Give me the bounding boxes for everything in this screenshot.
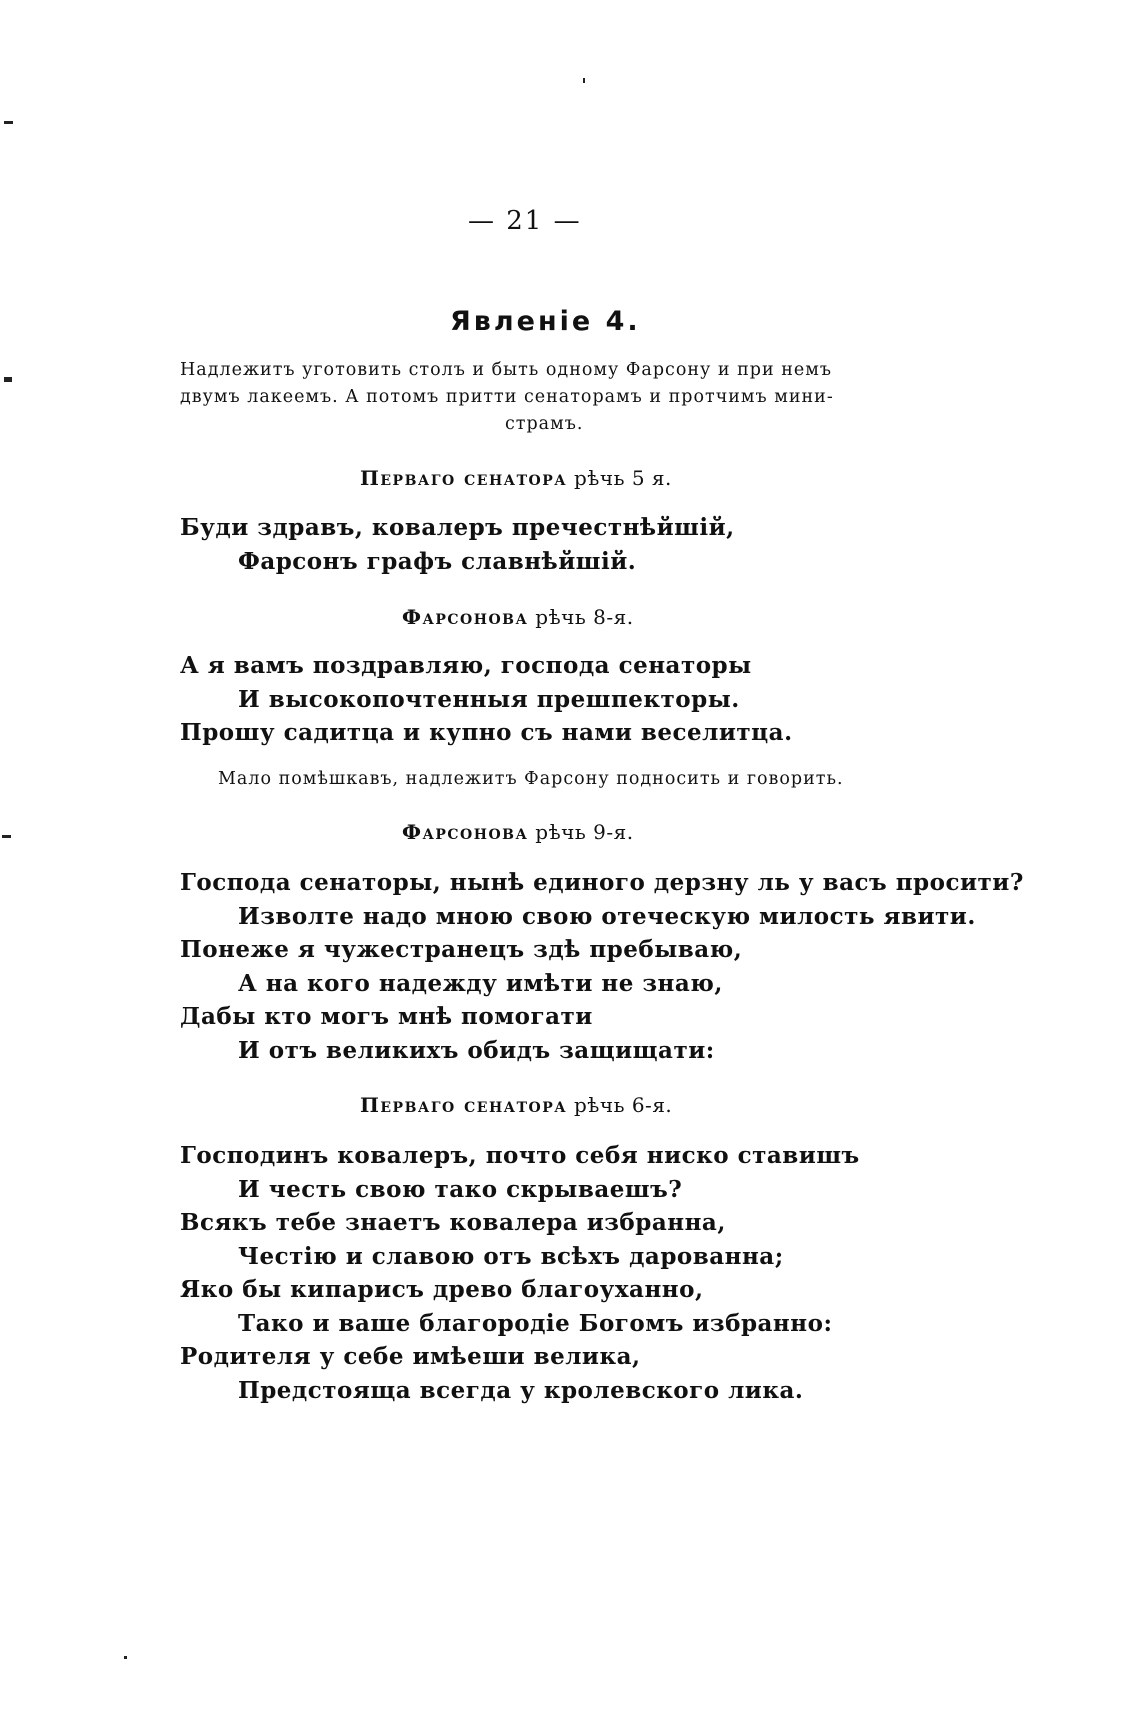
verse-line: Тако и ваше благородiе Богомъ избранно:	[238, 1310, 833, 1337]
verse-line: Всякъ тебе знаетъ ковалера избранна,	[180, 1209, 726, 1236]
verse-line: Изволте надо мною свою отеческую милость явити.	[238, 903, 976, 930]
verse-line: И высокопочтенныя прешпекторы.	[238, 686, 740, 713]
verse-line: Родителя у себе имѣеши велика,	[180, 1343, 641, 1370]
verse-line: Яко бы кипарисъ древо благоуханно,	[180, 1276, 704, 1303]
verse-line: Буди здравъ, ковалеръ пречестнѣйшiй,	[180, 514, 735, 541]
verse-line: Прошу садитца и купно съ нами веселитца.	[180, 719, 793, 746]
margin-mark	[124, 1656, 127, 1659]
margin-mark	[583, 78, 585, 83]
margin-mark	[4, 121, 13, 124]
speaker-name: Перваго сенатора	[360, 1093, 568, 1117]
verse-line: Понеже я чужестранецъ здѣ пребываю,	[180, 936, 743, 963]
speaker-heading	[360, 468, 672, 488]
stage-direction-line: двумъ лакеемъ. А потомъ притти сенаторамъ и протчимъ мини-	[180, 387, 834, 407]
verse-line: И честь свою тако скрываешъ?	[238, 1176, 683, 1203]
speech-number: рѣчь 6-я.	[574, 1093, 673, 1117]
stage-direction-line: Надлежитъ уготовить столъ и быть одному Фарсону и при немъ	[180, 360, 832, 380]
verse-line: А на кого надежду имѣти не знаю,	[238, 970, 723, 997]
verse-line: Фарсонъ графъ славнѣйшiй.	[238, 548, 637, 575]
speech-number: рѣчь 9-я.	[535, 820, 634, 844]
scene-title: Явленie 4.	[450, 306, 641, 337]
speaker-name: Фарсонова	[402, 605, 529, 629]
verse-line: И отъ великихъ обидъ защищати:	[238, 1037, 715, 1064]
speaker-heading	[402, 607, 634, 627]
margin-mark	[2, 835, 11, 838]
verse-line: Господинъ ковалеръ, почто себя ниско ставишъ	[180, 1142, 860, 1169]
page-number: — 21 —	[468, 206, 582, 236]
margin-mark	[4, 377, 12, 382]
speaker-name: Перваго сенатора	[360, 466, 568, 490]
speaker-name: Фарсонова	[402, 820, 529, 844]
speech-number: рѣчь 8-я.	[535, 605, 634, 629]
verse-line: Господа сенаторы, нынѣ единого дерзну ль у васъ просити?	[180, 869, 1024, 896]
speaker-heading	[360, 1095, 672, 1115]
stage-direction-line: страмъ.	[505, 414, 584, 434]
speech-number: рѣчь 5 я.	[574, 466, 672, 490]
verse-line: Честiю и славою отъ всѣхъ дарованна;	[238, 1243, 784, 1270]
verse-line: Дабы кто могъ мнѣ помогати	[180, 1003, 593, 1030]
interlude-direction: Мало помѣшкавъ, надлежитъ Фарсону подносить и говорить.	[218, 769, 844, 789]
verse-line: А я вамъ поздравляю, господа сенаторы	[180, 652, 752, 679]
speaker-heading	[402, 822, 634, 842]
verse-line: Предстояща всегда у кролевского лика.	[238, 1377, 804, 1404]
